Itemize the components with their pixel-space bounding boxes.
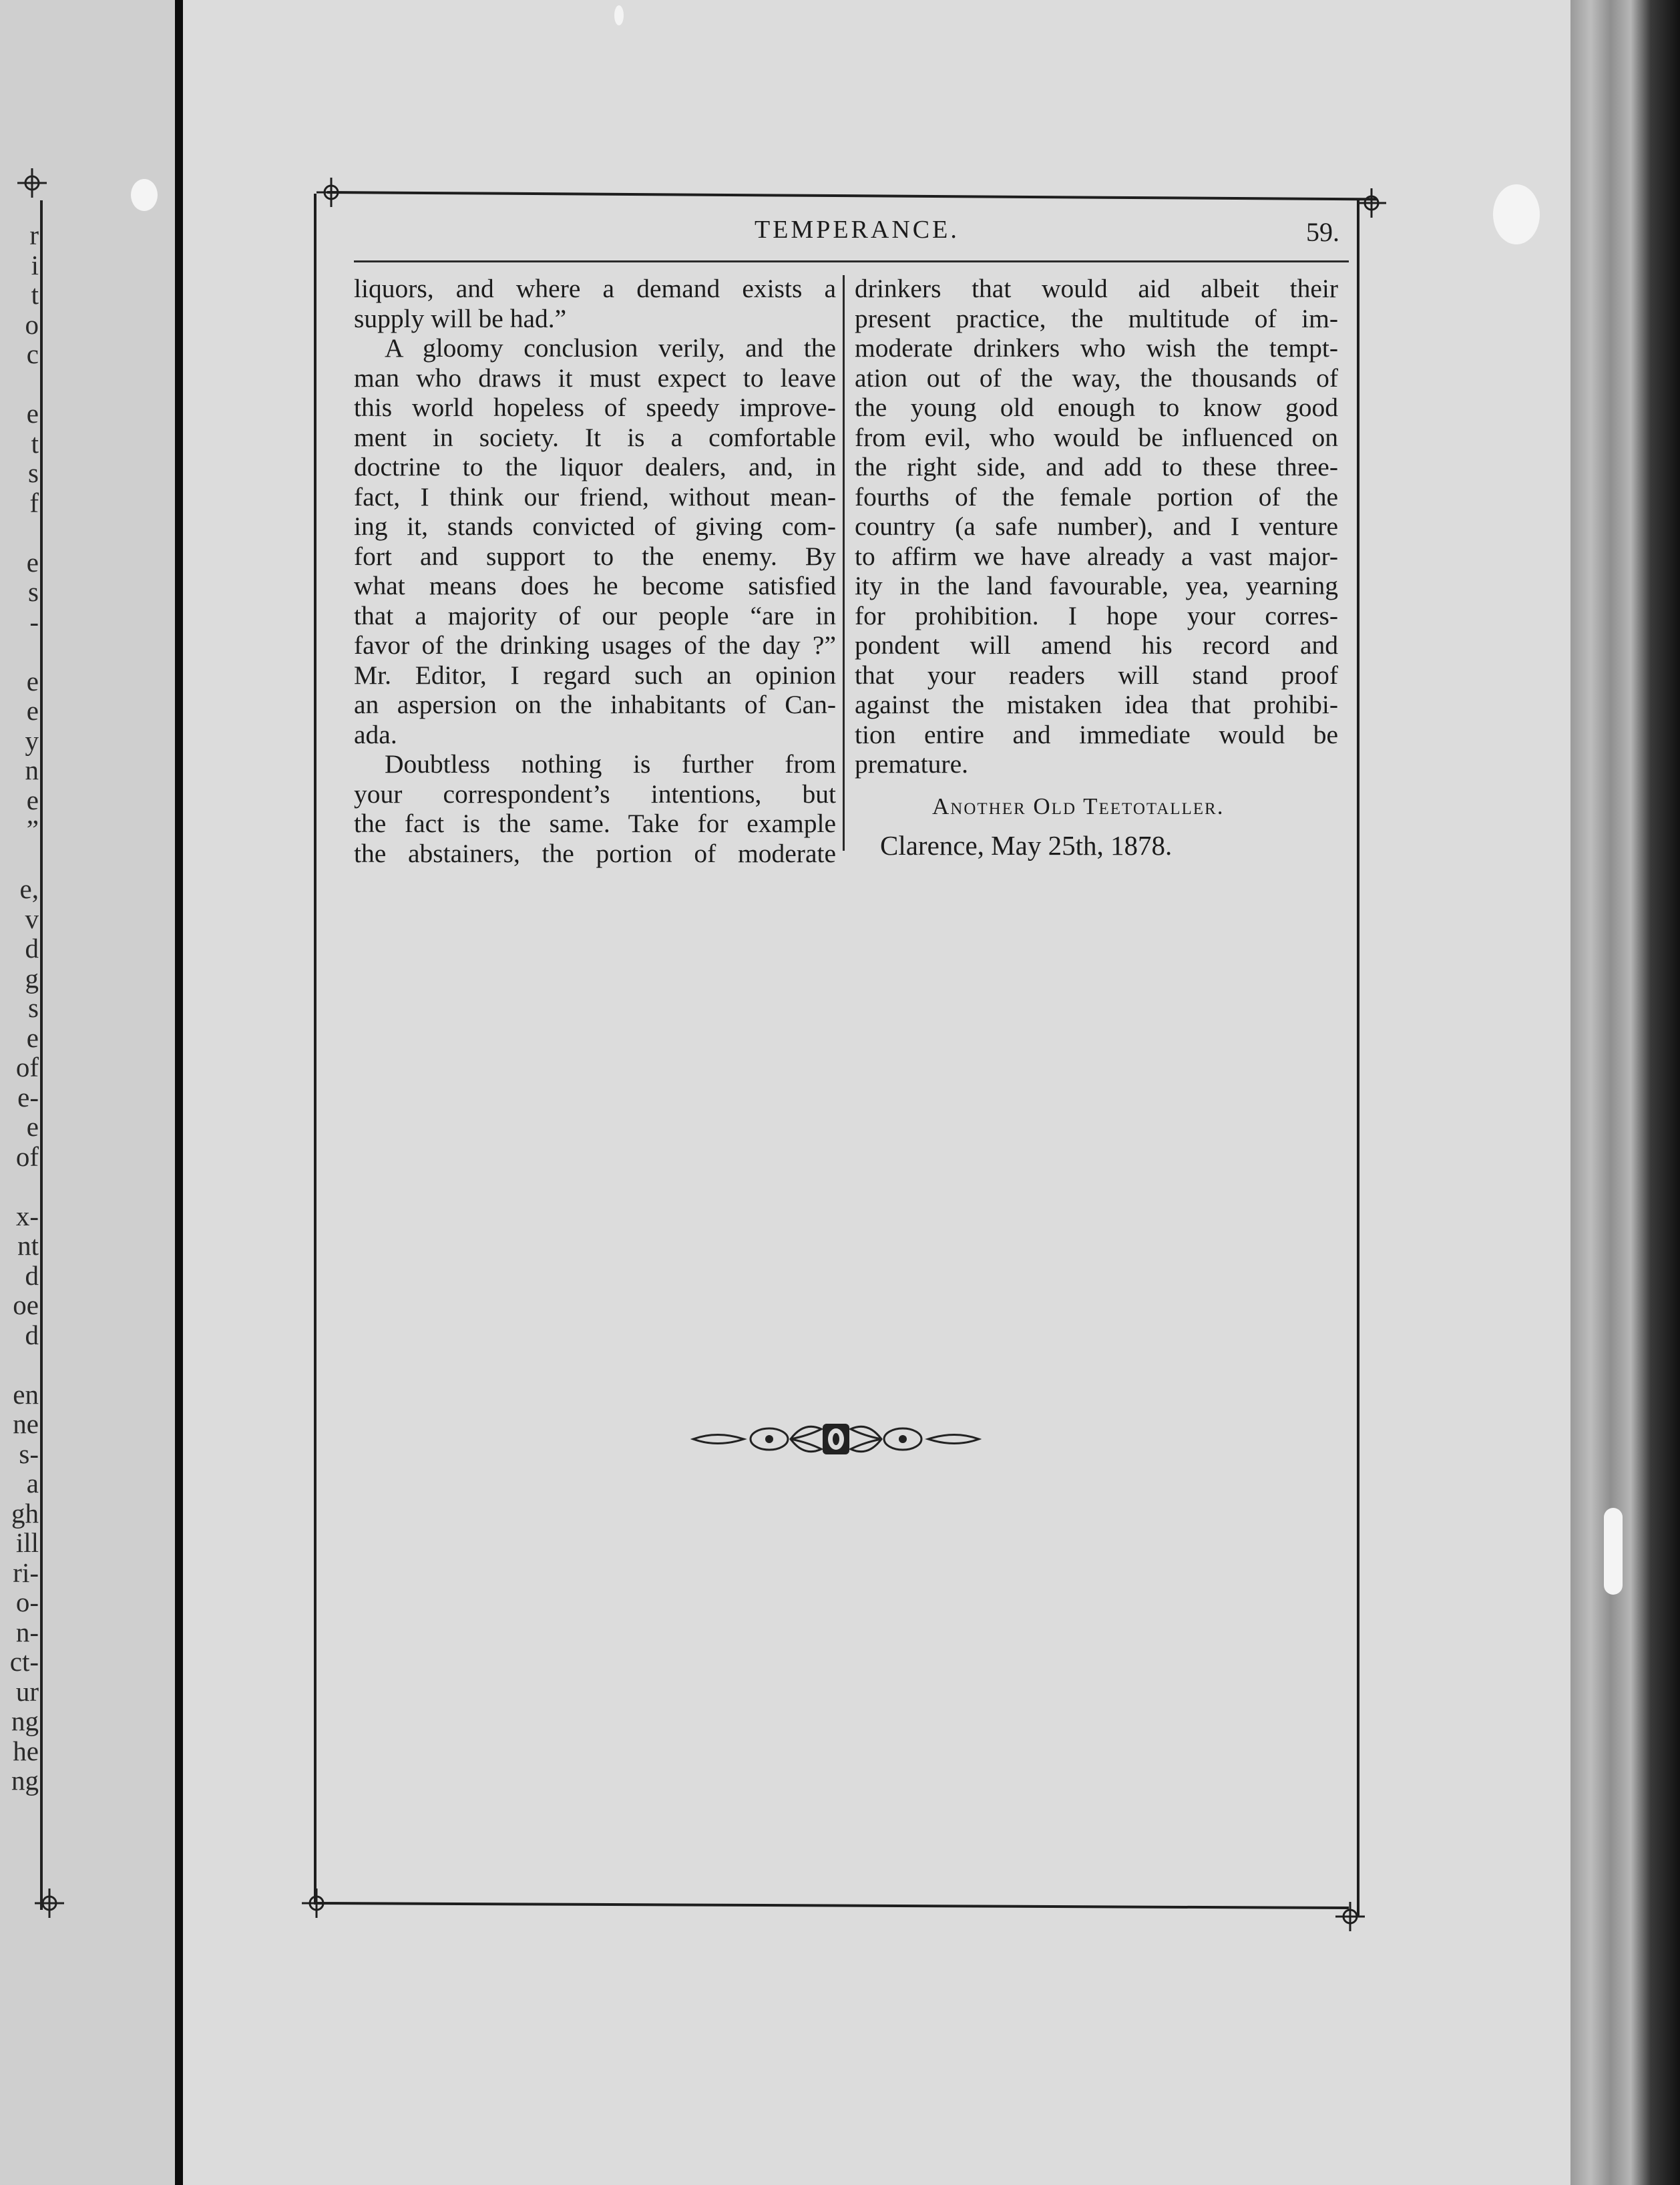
left-text-column	[354, 274, 836, 868]
adjacent-page-fragment	[0, 1171, 39, 1201]
text-line: moderate drinkers who wish the tempt-	[855, 333, 1338, 363]
adjacent-page-fragment: ng	[11, 1765, 39, 1796]
adjacent-page-fragment: o-	[15, 1587, 39, 1617]
adjacent-page-fragment: c	[26, 339, 39, 369]
adjacent-page-fragment	[0, 369, 39, 399]
page-header	[354, 215, 1349, 248]
text-line: from evil, who would be influenced on	[855, 422, 1338, 452]
adjacent-page-fragment	[0, 518, 39, 548]
page-number: 59.	[1306, 217, 1339, 247]
adjacent-page-fragment: t	[31, 279, 39, 310]
adjacent-page-fragment	[0, 636, 39, 666]
text-line: to affirm we have already a vast major-	[855, 541, 1338, 571]
adjacent-page-fragment: d	[25, 1319, 39, 1350]
text-line: that a majority of our people “are in	[354, 600, 836, 630]
adjacent-page-fragment: e	[26, 665, 39, 697]
adjacent-page-fragment: g	[25, 962, 39, 994]
column-divider	[843, 275, 845, 851]
corner-ornament-icon	[1357, 188, 1386, 218]
right-text-column	[855, 274, 1338, 779]
frame-border-left	[314, 194, 317, 1903]
adjacent-page	[0, 0, 175, 2185]
text-line: ity in the land favourable, yea, yearning	[855, 571, 1338, 600]
adjacent-page-fragment: d	[25, 933, 39, 964]
corner-ornament-icon	[317, 178, 346, 207]
text-line: the young old enough to know good	[855, 393, 1338, 422]
text-line: the fact is the same. Take for example	[354, 809, 836, 838]
text-line: for prohibition. I hope your corres-	[855, 600, 1338, 630]
text-line: the abstainers, the portion of moderate	[354, 838, 836, 868]
adjacent-page-fragment: of	[15, 1141, 39, 1172]
text-line: present practice, the multitude of im-	[855, 303, 1338, 333]
adjacent-page-fragment: e	[26, 398, 39, 429]
corner-ornament-icon	[1335, 1902, 1365, 1931]
text-line: your correspondent’s intentions, but	[354, 779, 836, 809]
adjacent-page-fragment: f	[29, 487, 39, 518]
adjacent-page-text-fragments	[0, 220, 39, 1796]
running-head: TEMPERANCE.	[755, 216, 960, 244]
adjacent-page-rule	[40, 200, 43, 1910]
adjacent-page-fragment: i	[31, 249, 39, 280]
adjacent-page-fragment: r	[29, 220, 39, 250]
text-line: fort and support to the enemy. By	[354, 541, 836, 571]
text-line: fourths of the female portion of the	[855, 481, 1338, 512]
text-line: liquors, and where a demand exists a	[354, 274, 836, 303]
adjacent-page-fragment: -	[29, 606, 39, 637]
adjacent-page-fragment: e	[26, 695, 39, 726]
text-line: drinkers that would aid albeit their	[855, 274, 1338, 303]
adjacent-page-fragment: s	[28, 576, 39, 607]
book-gutter	[175, 0, 183, 2185]
header-rule	[354, 260, 1349, 262]
adjacent-page-fragment: ur	[15, 1675, 39, 1707]
scan-speck	[1493, 184, 1540, 244]
adjacent-page-fragment: n	[25, 755, 39, 785]
frame-border-right	[1357, 200, 1359, 1917]
text-line: ation out of the way, the thousands of	[855, 363, 1338, 393]
text-line: country (a safe number), and I venture	[855, 512, 1338, 541]
adjacent-page-fragment: ri-	[13, 1557, 39, 1588]
text-line: supply will be had.”	[354, 303, 567, 333]
adjacent-page-fragment: e-	[17, 1081, 39, 1113]
text-line: what means does he become satisfied	[354, 571, 836, 600]
adjacent-page-fragment: ill	[15, 1527, 39, 1558]
text-line: this world hopeless of speedy improve-	[354, 393, 836, 422]
letter-signature: Another Old Teetotaller.	[932, 793, 1225, 819]
adjacent-page-fragment: oe	[13, 1289, 39, 1320]
text-line: doctrine to the liquor dealers, and, in	[354, 452, 836, 481]
text-line: A gloomy conclusion verily, and the	[385, 333, 836, 363]
text-line: tion entire and immediate would be	[855, 719, 1338, 749]
text-line: the right side, and add to these three-	[855, 452, 1338, 481]
text-line: Mr. Editor, I regard such an opinion	[354, 660, 836, 690]
text-line: Doubtless nothing is further from	[385, 749, 836, 779]
text-line: an aspersion on the inhabitants of Can-	[354, 690, 836, 719]
letter-dateline: Clarence, May 25th, 1878.	[880, 830, 1173, 861]
text-line: fact, I think our friend, without mean-	[354, 481, 836, 512]
adjacent-page-fragment: a	[26, 1468, 39, 1499]
scan-speck	[131, 179, 158, 211]
text-line: ada.	[354, 719, 397, 749]
text-line: against the mistaken idea that prohibi-	[855, 690, 1338, 719]
adjacent-page-fragment: v	[25, 903, 39, 934]
text-line: man who draws it must expect to leave	[354, 363, 836, 393]
corner-ornament-icon	[302, 1889, 331, 1918]
adjacent-page-fragment: t	[31, 427, 39, 459]
adjacent-page-fragment: d	[25, 1259, 39, 1291]
scan-speck	[1604, 1508, 1623, 1595]
adjacent-page-fragment: n-	[15, 1616, 39, 1647]
text-line: that your readers will stand proof	[855, 660, 1338, 690]
adjacent-page-fragment: s	[28, 992, 39, 1023]
adjacent-page-fragment: en	[13, 1378, 39, 1410]
floral-ornament-icon	[690, 1416, 982, 1462]
adjacent-page-fragment: x-	[15, 1200, 39, 1231]
adjacent-page-fragment: nt	[17, 1230, 39, 1261]
adjacent-page-fragment: e	[26, 1022, 39, 1053]
adjacent-page-fragment: e	[26, 784, 39, 815]
adjacent-page-fragment: ne	[13, 1408, 39, 1439]
corner-ornament-icon	[17, 168, 47, 198]
text-line: ing it, stands convicted of giving com-	[354, 512, 836, 541]
adjacent-page-fragment: o	[25, 309, 39, 340]
adjacent-page-fragment: of	[15, 1052, 39, 1082]
scan-speck	[614, 5, 624, 25]
adjacent-page-fragment: ”	[26, 814, 39, 845]
text-line: favor of the drinking usages of the day ?”	[354, 630, 836, 660]
adjacent-page-fragment: ng	[11, 1706, 39, 1736]
adjacent-page-fragment: ct-	[9, 1646, 39, 1677]
adjacent-page-fragment: e	[26, 546, 39, 578]
adjacent-page-fragment: e	[26, 1111, 39, 1142]
adjacent-page-fragment: e,	[19, 873, 39, 904]
adjacent-page-fragment: s-	[19, 1438, 39, 1469]
page-edges	[1570, 0, 1680, 2185]
text-line: ment in society. It is a comfortable	[354, 422, 836, 452]
corner-ornament-icon	[35, 1889, 64, 1918]
text-line: pondent will amend his record and	[855, 630, 1338, 660]
adjacent-page-fragment: he	[13, 1735, 39, 1766]
adjacent-page-fragment: s	[28, 457, 39, 488]
adjacent-page-fragment: gh	[11, 1497, 39, 1529]
adjacent-page-fragment	[0, 845, 39, 875]
adjacent-page-fragment: y	[25, 725, 39, 756]
adjacent-page-fragment	[0, 1350, 39, 1380]
text-line: premature.	[855, 749, 968, 779]
